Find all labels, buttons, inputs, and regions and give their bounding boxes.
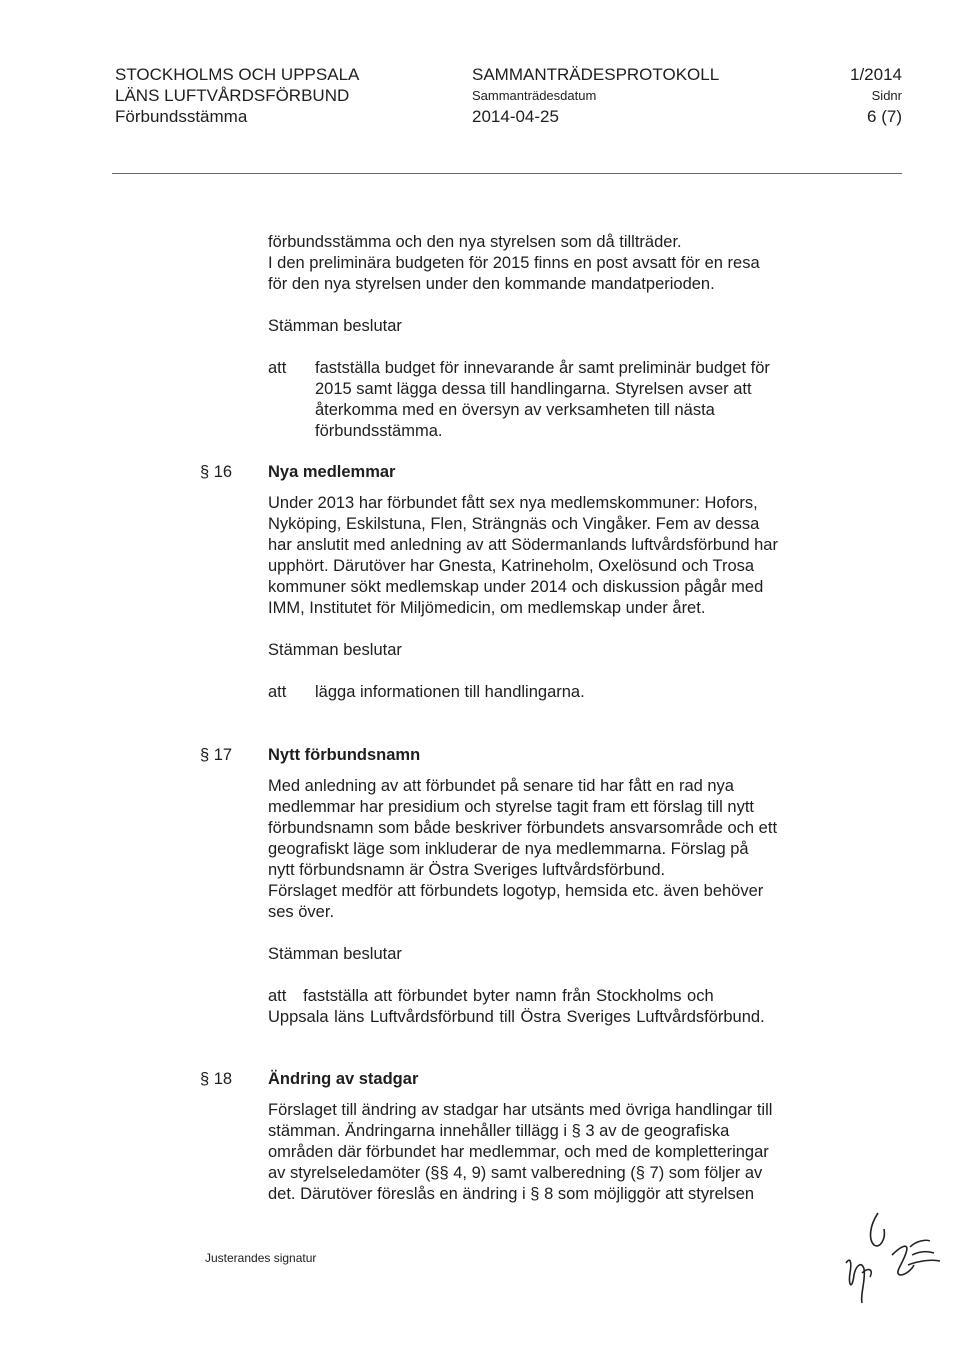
text-line: förbundsstämma. bbox=[315, 422, 443, 440]
section-number: § 16 bbox=[200, 463, 233, 481]
section-title: Ändring av stadgar bbox=[268, 1070, 419, 1088]
text-line: medlemmar har presidium och styrelse tagit fram ett förslag till nytt bbox=[268, 798, 755, 816]
page-label: Sidnr bbox=[871, 88, 902, 103]
text-line: Uppsala läns Luftvårdsförbund till Östra Sveriges Luftvårdsförbund. bbox=[268, 1008, 765, 1026]
text-line: att fastställa att förbundet byter namn från Stockholms och bbox=[268, 987, 714, 1005]
text-line: 2015 samt lägga dessa till handlingarna. Styrelsen avser att bbox=[315, 380, 752, 398]
text-line: förbundsstämma och den nya styrelsen som då tillträder. bbox=[268, 233, 682, 251]
doc-type: SAMMANTRÄDESPROTOKOLL bbox=[472, 65, 720, 84]
header-divider bbox=[112, 173, 902, 174]
text-line: av styrelseledamöter (§§ 4, 9) samt valberedning (§ 7) som följer av bbox=[268, 1164, 763, 1182]
text-line: det. Därutöver föreslås en ändring i § 8 som möjliggör att styrelsen bbox=[268, 1185, 755, 1203]
date-value: 2014-04-25 bbox=[472, 107, 559, 126]
text-line: nytt förbundsnamn är Östra Sveriges luftvårdsförbund. bbox=[268, 861, 666, 879]
decision-text: lägga informationen till handlingarna. bbox=[315, 683, 585, 701]
section-title: Nytt förbundsnamn bbox=[268, 746, 421, 764]
section-title: Nya medlemmar bbox=[268, 463, 396, 481]
text-line: för den nya styrelsen under den kommande mandatperioden. bbox=[268, 275, 715, 293]
text-line: Förslaget medför att förbundets logotyp, hemsida etc. även behöver bbox=[268, 882, 764, 900]
text-line: Med anledning av att förbundet på senare tid har fått en rad nya bbox=[268, 777, 734, 795]
decision-text bbox=[315, 358, 770, 442]
section-paragraph bbox=[268, 493, 778, 619]
intro-paragraph bbox=[268, 232, 760, 295]
att-label: att bbox=[268, 683, 287, 701]
signature-label: Justerandes signatur bbox=[205, 1251, 317, 1265]
section-number: § 17 bbox=[200, 746, 233, 764]
text-line: ses över. bbox=[268, 903, 335, 921]
text-line: upphört. Därutöver har Gnesta, Katrineholm, Oxelösund och Trosa bbox=[268, 557, 755, 575]
date-label: Sammanträdesdatum bbox=[472, 88, 597, 103]
text-line: områden där förbundet har medlemmar, och med de kompletteringar bbox=[268, 1143, 769, 1161]
protocol-number: 1/2014 bbox=[850, 65, 902, 84]
handwritten-initials bbox=[840, 1195, 950, 1305]
text-line: Under 2013 har förbundet fått sex nya medlemskommuner: Hofors, bbox=[268, 494, 758, 512]
att-label: att bbox=[268, 359, 287, 377]
text-line: stämman. Ändringarna innehåller tillägg i § 3 av de geografiska bbox=[268, 1122, 730, 1140]
text-line: kommuner sökt medlemskap under 2014 och diskussion pågår med bbox=[268, 578, 764, 596]
text-line: återkomma med en översyn av verksamheten till nästa bbox=[315, 401, 715, 419]
text-line: Förslaget till ändring av stadgar har utsänts med övriga handlingar till bbox=[268, 1101, 773, 1119]
section-number: § 18 bbox=[200, 1070, 233, 1088]
decision-heading: Stämman beslutar bbox=[268, 945, 402, 963]
org-name-line2: LÄNS LUFTVÅRDSFÖRBUND bbox=[115, 86, 350, 105]
org-name-line1: STOCKHOLMS OCH UPPSALA bbox=[115, 65, 360, 84]
text-line: förbundsnamn som både beskriver förbundets ansvarsområde och ett bbox=[268, 819, 778, 837]
text-line: IMM, Institutet för Miljömedicin, om medlemskap under året. bbox=[268, 599, 706, 617]
section-paragraph bbox=[268, 776, 777, 923]
text-line: Nyköping, Eskilstuna, Flen, Strängnäs och Vingåker. Fem av dessa bbox=[268, 515, 760, 533]
decision-heading: Stämman beslutar bbox=[268, 641, 402, 659]
text-line: geografiskt läge som inkluderar de nya medlemmarna. Förslag på bbox=[268, 840, 749, 858]
section-paragraph bbox=[268, 1100, 772, 1205]
text-line: har anslutit med anledning av att Södermanlands luftvårdsförbund har bbox=[268, 536, 778, 554]
org-body: Förbundsstämma bbox=[115, 107, 248, 126]
text-line: I den preliminära budgeten för 2015 finns en post avsatt för en resa bbox=[268, 254, 760, 272]
decision-heading: Stämman beslutar bbox=[268, 317, 402, 335]
decision-text bbox=[268, 986, 765, 1028]
page-value: 6 (7) bbox=[867, 107, 902, 126]
text-line: fastställa budget för innevarande år samt preliminär budget för bbox=[315, 359, 770, 377]
